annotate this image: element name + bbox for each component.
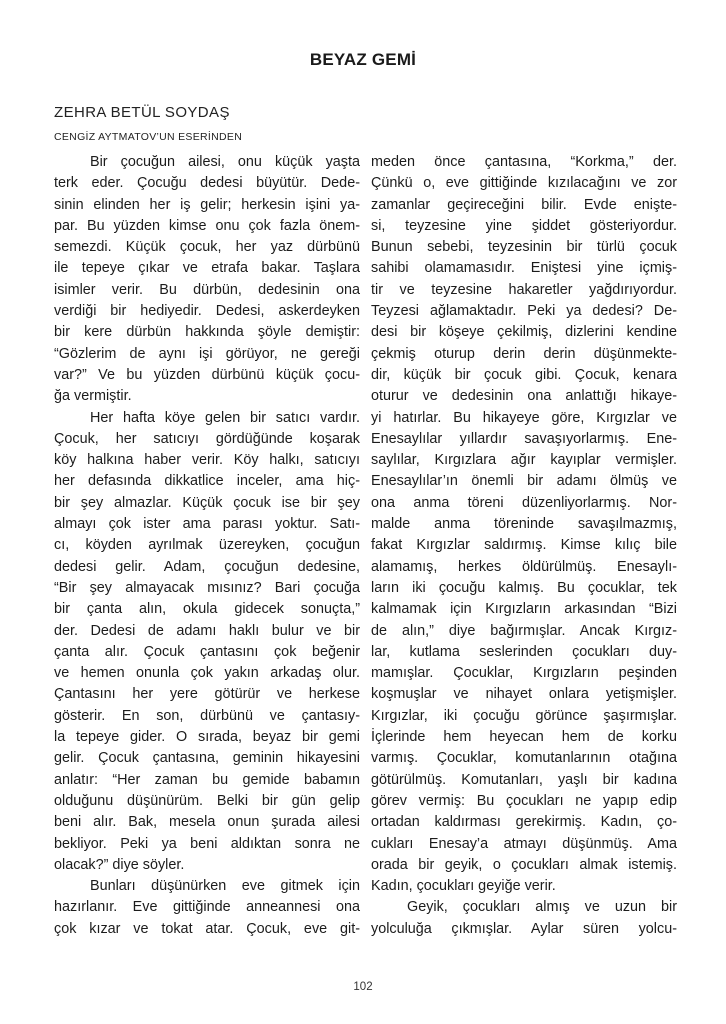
text-line: varmış. Çocuklar, komutanlarının otağına	[371, 750, 677, 767]
text-line: gelir. Çocuk çantasına, geminin hikayesini	[54, 750, 360, 767]
text-line: ile tepeye çıkar ve etrafa bakar. Taşlara	[54, 260, 360, 277]
text-line: anlatır: “Her zaman bu gemide babamın	[54, 771, 360, 788]
text-line: cukları Enesay’a atmayı düşünmüş. Ama	[371, 835, 677, 852]
text-line: ortadan kaldırması gerekirmiş. Kadın, ço-	[371, 814, 677, 831]
text-line: Kadın, çocukları geyiğe verir.	[371, 878, 556, 895]
text-line: desi bir köşeye çekilmiş, dizlerini kendine	[371, 324, 677, 341]
text-line: si, teyzesine yine şiddet gösteriyordur.	[371, 217, 677, 234]
text-line: İçlerinde hem heyecan hem de korku	[371, 729, 677, 746]
text-line: isimler verir. Bu dürbün, dedesinin ona	[54, 281, 360, 298]
text-line: de alın,” diye bağırmışlar. Ancak Kırgız-	[371, 622, 677, 639]
text-line: yolculuğa çıkmışlar. Aylar süren yolcu-	[371, 920, 677, 937]
text-line: saylılar, Kırgızlara ağır kayıplar vermişler.	[371, 452, 677, 469]
text-line: dir, küçük bir çocuk gibi. Çocuk, kenara	[371, 366, 677, 383]
text-line: çanta alır. Çocuk çantasını çok beğenir	[54, 643, 360, 660]
text-line: koşmuşlar ve nihayet onlara yetişmişler.	[371, 686, 677, 703]
text-line: orada bir geyik, o çocukları almak istemiş.	[371, 856, 677, 873]
text-line: ona anma töreni düzenliyorlarmış. Nor-	[371, 494, 677, 511]
text-line: ve hemen onunla çok yakın arkadaş olur.	[54, 665, 360, 682]
author-name: ZEHRA BETÜL SOYDAŞ	[54, 104, 230, 121]
text-line: ların iki çocuğu kalmış. Bu çocuklar, tek	[371, 579, 677, 596]
text-line: köy halkına haber verir. Köy halkı, satıcıyı	[54, 452, 360, 469]
text-line: bir çanta alın, okula gidecek sonuçta,”	[54, 601, 360, 618]
source-subtitle: CENGİZ AYTMATOV’UN ESERİNDEN	[54, 131, 243, 143]
text-line: fakat Kırgızlar saldırmış. Kimse kılıç bile	[371, 537, 677, 554]
text-line: Enesaylılar yıllardır savaşıyorlarmış. Ene-	[371, 430, 677, 447]
text-line: Geyik, çocukları almış ve uzun bir	[407, 899, 677, 916]
text-line: çok kızar ve tokat atar. Çocuk, eve git-	[54, 920, 360, 937]
page-number: 102	[353, 981, 373, 993]
text-line: var?” Ve bu yüzden dürbünü küçük çocu-	[54, 366, 360, 383]
text-line: gösterir. En son, dürbünü ve çantasıy-	[54, 707, 360, 724]
text-line: Çantasını her yere götürür ve herkese	[54, 686, 360, 703]
text-line: zamanlar geçireceğini bilir. Evde enişte-	[371, 196, 677, 213]
text-line: meden önce çantasına, “Korkma,” der.	[371, 154, 677, 170]
text-line: beni alır. Bak, mesela onun şurada ailesi	[54, 814, 360, 831]
text-line: Çocuk, her satıcıyı gördüğünde koşarak	[54, 430, 360, 447]
text-line: tir ve teyzesine hakaretler yağdırıyordur.	[371, 281, 677, 298]
text-line: cı, köyden ayrılmak üzereyken, çocuğun	[54, 537, 360, 554]
text-line: kalmamak için Kırgızların arkasından “Bizi	[371, 601, 677, 618]
text-line: dedesi gelir. Adam, çocuğun dedesine,	[54, 558, 360, 575]
text-line: der. Dedesi de adamı haklı bulur ve bir	[54, 622, 360, 639]
text-line: Teyzesi ağlamaktadır. Peki ya dedesi? De-	[371, 303, 677, 320]
text-line: malde anma töreninde savaşılmazmış,	[371, 516, 677, 533]
text-line: mamışlar. Çocuklar, Kırgızların peşinden	[371, 665, 677, 682]
text-line: ğa vermiştir.	[54, 388, 132, 405]
text-line: Bir çocuğun ailesi, onu küçük yaşta	[90, 154, 360, 170]
text-line: par. Bu yüzden kimse onu çok fazla önem-	[54, 217, 360, 234]
text-column-left	[54, 152, 360, 940]
text-line: olduğunu düşünürüm. Belki bir gün gelip	[54, 792, 360, 809]
text-line: Enesaylılar’ın önemli bir adamı ölmüş ve	[371, 473, 677, 490]
text-line: olacak?” diye söyler.	[54, 856, 185, 873]
text-line: bekliyor. Peki ya beni aldıktan sonra ne	[54, 835, 360, 852]
text-line: görev vermiş: Bu çocukları ne yapıp edip	[371, 792, 677, 809]
text-line: verdiği bir hediyedir. Dedesi, askerdeyken	[54, 303, 360, 320]
text-line: bir kere dürbün hakkında şöyle demiştir:	[54, 324, 360, 341]
text-line: la tepeye gider. O sırada, beyaz bir gemi	[54, 729, 360, 746]
text-line: yi hatırlar. Bu hikayeye göre, Kırgızlar ve	[371, 409, 677, 426]
text-line: hazırlanır. Eve gittiğinde anneannesi ona	[54, 899, 360, 916]
text-line: Çünkü o, eve gittiğinde kızılacağını ve zor	[371, 175, 677, 192]
text-column-right	[371, 152, 677, 940]
text-line: bir şey almazlar. Küçük çocuk ise bir şey	[54, 494, 360, 511]
text-line: Her hafta köye gelen bir satıcı vardır.	[90, 409, 360, 426]
text-line: sahibi olamamasıdır. Eniştesi yine içmiş-	[371, 260, 677, 277]
text-line: Bunun sebebi, teyzesinin bir türlü çocuk	[371, 239, 677, 256]
text-line: Kırgızlar, iki çocuğu görünce şaşırmışlar.	[371, 707, 677, 724]
article-title: BEYAZ GEMİ	[309, 50, 417, 69]
text-line: terk eder. Çocuğu dedesi büyütür. Dede-	[54, 175, 360, 192]
text-line: sinin elinden her iş gelir; herkesin işini ya-	[54, 196, 360, 213]
text-line: Bunları düşünürken eve gitmek için	[90, 878, 360, 895]
text-line: semezdi. Küçük çocuk, her yaz dürbünü	[54, 239, 360, 256]
text-line: götürülmüş. Komutanları, yaşlı bir kadına	[371, 771, 677, 788]
text-line: alamamış, herkes öldürülmüş. Enesaylı-	[371, 558, 677, 575]
text-line: “Bir şey almayacak mısınız? Bari çocuğa	[54, 579, 360, 596]
text-line: almayı çok ister ama parası yoktur. Satı-	[54, 516, 360, 533]
text-line: lar, kutlama seslerinden çocukları duy-	[371, 643, 677, 660]
text-line: her defasında dikkatlice inceler, ama hiç-	[54, 473, 360, 490]
text-line: “Gözlerim de aynı işi görüyor, ne gereği	[54, 345, 360, 362]
text-line: oturur ve dedesinin ona anlattığı hikaye-	[371, 388, 677, 405]
text-line: çekmiş oturup derin derin düşünmekte-	[371, 345, 677, 362]
